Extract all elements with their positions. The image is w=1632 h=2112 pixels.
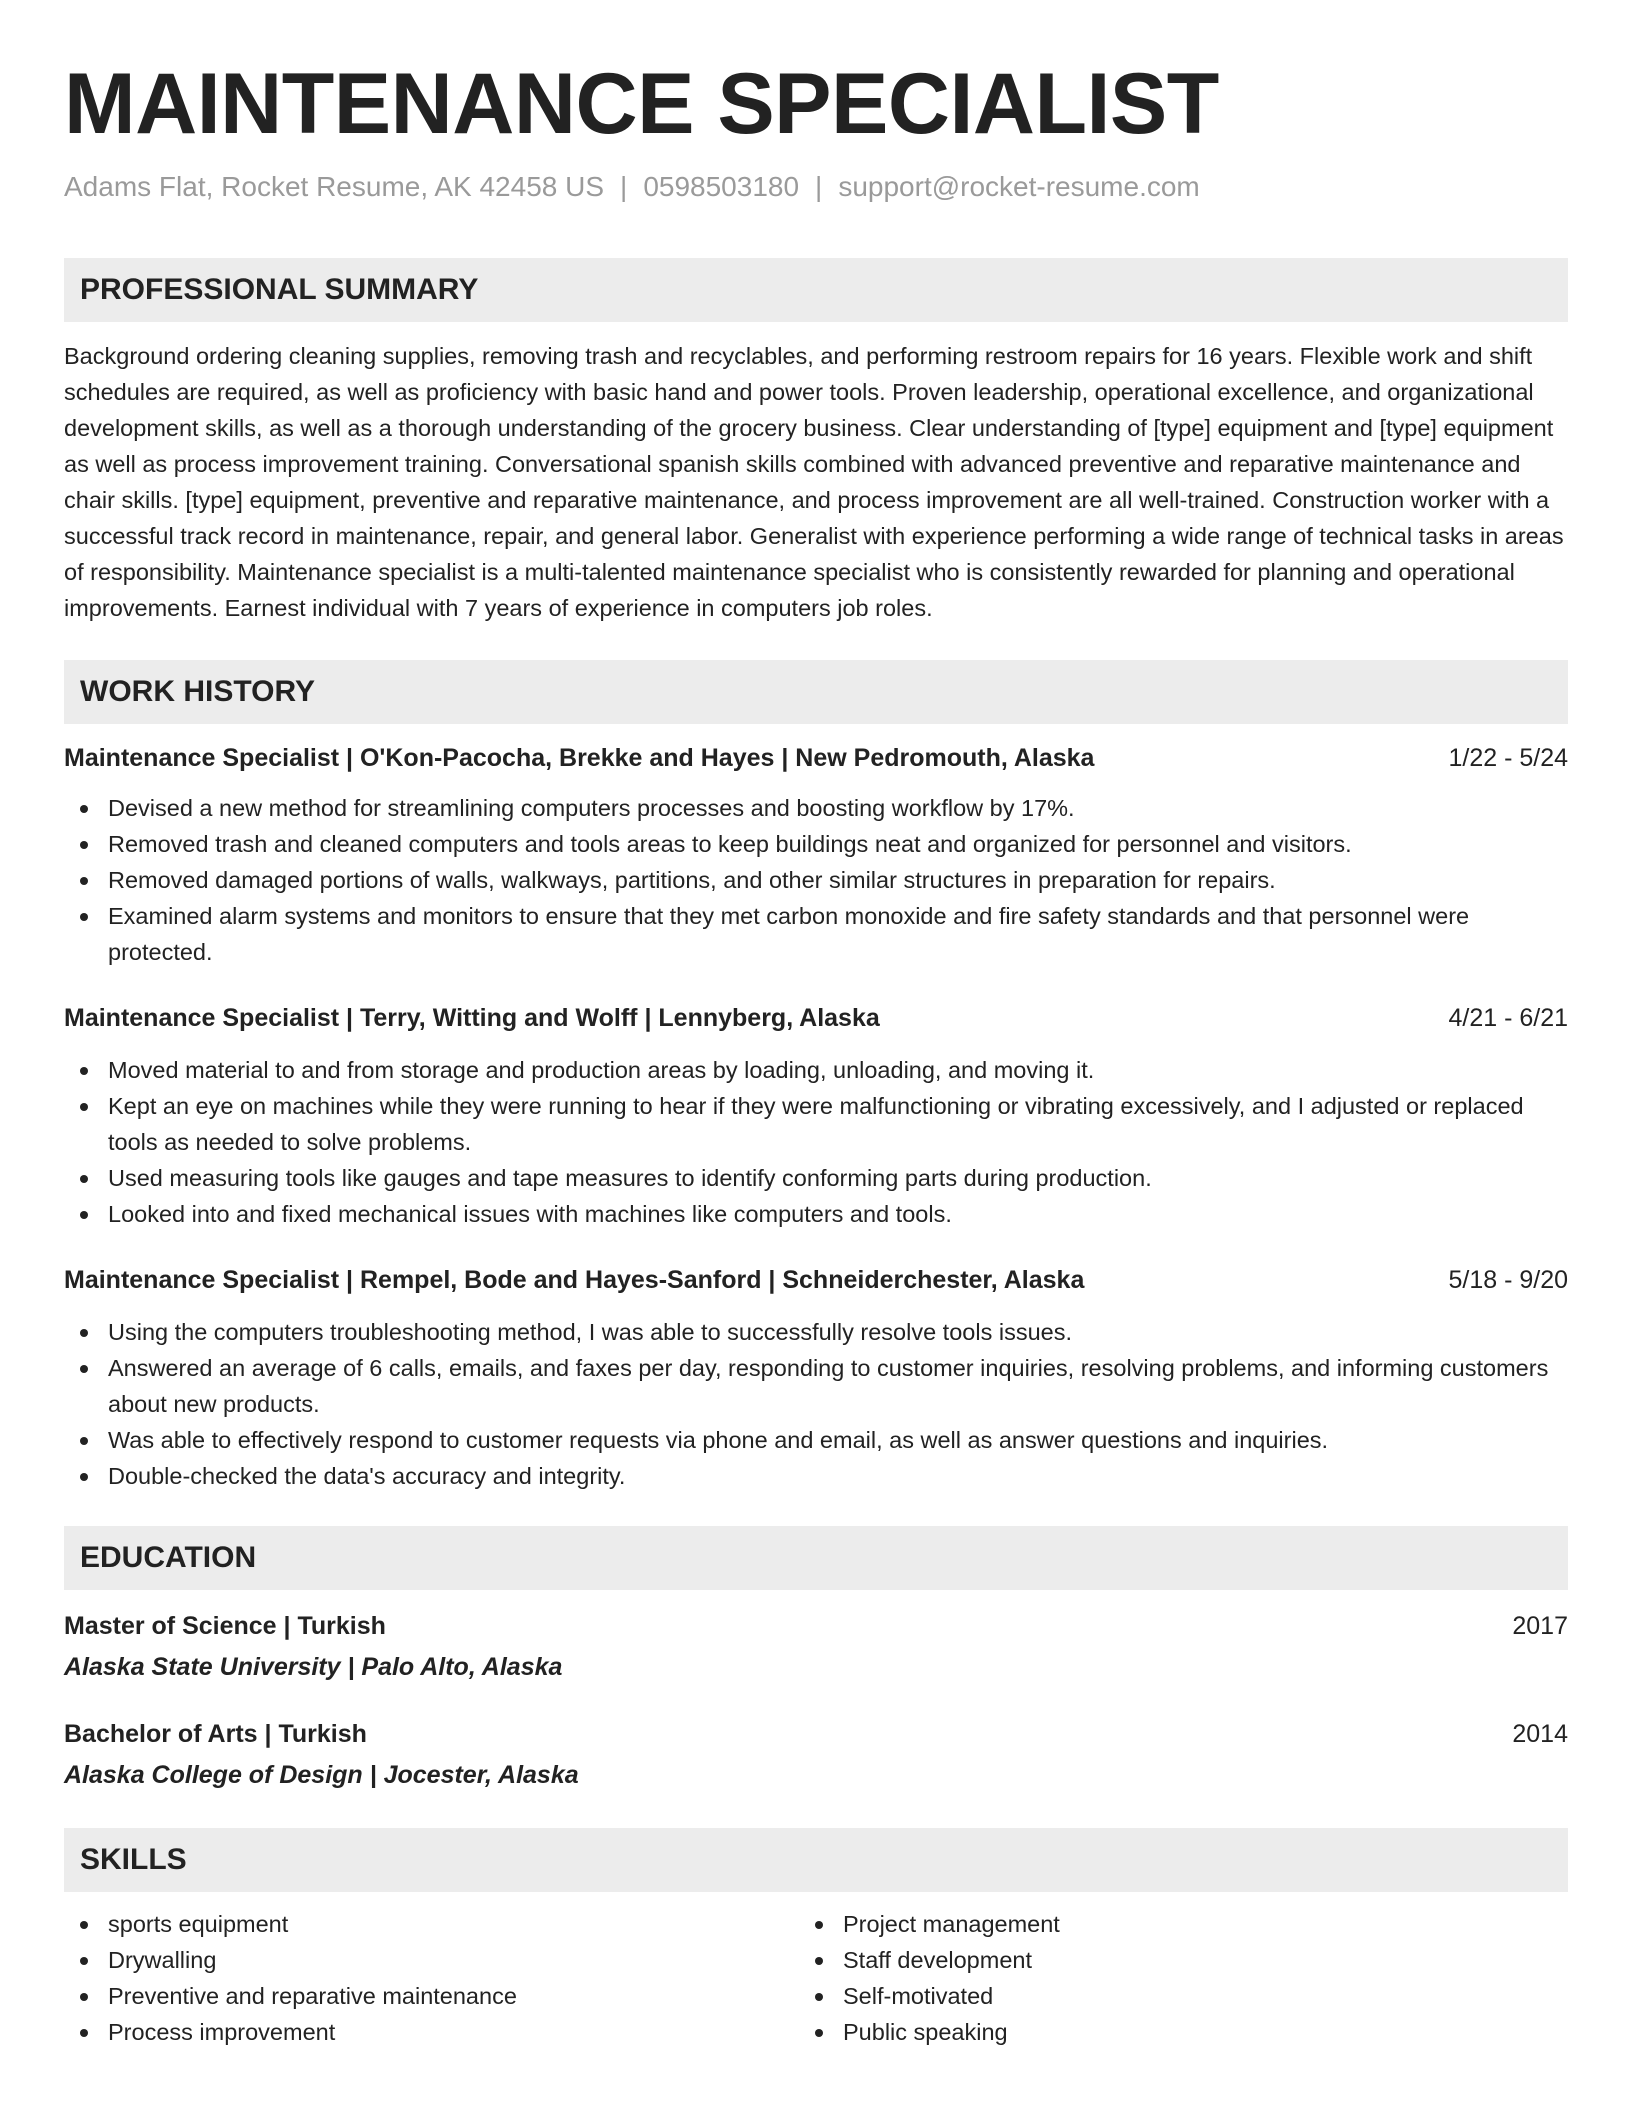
- summary-text: Background ordering cleaning supplies, removing trash and recyclables, and performing restroom repairs for 16 years. Flexible work and shift schedules are required, as well as proficiency with basic hand and power tools. Proven leadership, operational excellence, and organizational development skills, as well as a thorough understanding of the grocery business. Clear understanding of [type] equipment and [type] equipment as well as process improvement training. Conversational spanish skills combined with advanced preventive and reparative maintenance and chair skills. [type] equipment, preventive and reparative maintenance, and process improvement are all well-trained. Construction worker with a successful track record in maintenance, repair, and general labor. Generalist with experience performing a wide range of technical tasks in areas of responsibility. Maintenance specialist is a multi-talented maintenance specialist who is consistently rewarded for planning and operational improvements. Earnest individual with 7 years of experience in computers job roles.: [64, 343, 1564, 621]
- education-school: Alaska State University | Palo Alto, Alaska: [64, 1653, 563, 1681]
- job-bullet: Moved material to and from storage and production areas by loading, unloading, and moving it.: [64, 1052, 1568, 1088]
- education-degree: Master of Science | Turkish: [64, 1612, 386, 1640]
- job-dates: 4/21 - 6/21: [1448, 1004, 1568, 1032]
- skill-item: Self-motivated: [799, 1978, 1539, 2014]
- skill-item: Public speaking: [799, 2014, 1539, 2050]
- job-bullet: Examined alarm systems and monitors to ensure that they met carbon monoxide and fire safety standards and that personnel were protected.: [64, 898, 1568, 970]
- contact-line: [64, 170, 1568, 204]
- education-entry: [64, 1608, 1568, 1686]
- education-degree: Bachelor of Arts | Turkish: [64, 1720, 367, 1748]
- section-header-skills: SKILLS: [64, 1828, 1568, 1892]
- contact-email: support@rocket-resume.com: [838, 171, 1200, 202]
- education-row: [64, 1716, 1568, 1752]
- skills-grid: [64, 1906, 1568, 2050]
- section-header-work-history: WORK HISTORY: [64, 660, 1568, 724]
- resume-name: MAINTENANCE SPECIALIST: [64, 56, 1219, 152]
- contact-phone: 0598503180: [643, 171, 800, 202]
- education-year: 2014: [1512, 1720, 1568, 1748]
- job-bullet: Double-checked the data's accuracy and integrity.: [64, 1458, 1568, 1494]
- education-year: 2017: [1512, 1612, 1568, 1640]
- job-dates: 1/22 - 5/24: [1448, 744, 1568, 772]
- job-bullet: Using the computers troubleshooting method, I was able to successfully resolve tools issues.: [64, 1314, 1568, 1350]
- job-title-row: [64, 1262, 1568, 1298]
- education-school: Alaska College of Design | Jocester, Alaska: [64, 1761, 579, 1789]
- job-entry: [64, 1000, 1568, 1232]
- job-bullet: Looked into and fixed mechanical issues with machines like computers and tools.: [64, 1196, 1568, 1232]
- job-title-row: [64, 1000, 1568, 1036]
- section-header-summary: PROFESSIONAL SUMMARY: [64, 258, 1568, 322]
- job-bullet: Removed damaged portions of walls, walkways, partitions, and other similar structures in preparation for repairs.: [64, 862, 1568, 898]
- education-row: [64, 1608, 1568, 1644]
- job-title: Maintenance Specialist | Rempel, Bode and Hayes-Sanford | Schneiderchester, Alaska: [64, 1266, 1085, 1294]
- skills-column-right: [799, 1906, 1539, 2050]
- skill-item: Drywalling: [64, 1942, 799, 1978]
- education-entry: [64, 1716, 1568, 1794]
- job-bullet: Removed trash and cleaned computers and tools areas to keep buildings neat and organized for personnel and visitors.: [64, 826, 1568, 862]
- job-bullet: Kept an eye on machines while they were running to hear if they were malfunctioning or vibrating excessively, and I adjusted or replaced tools as needed to solve problems.: [64, 1088, 1568, 1160]
- skill-item: Preventive and reparative maintenance: [64, 1978, 799, 2014]
- job-dates: 5/18 - 9/20: [1448, 1266, 1568, 1294]
- job-bullet: Answered an average of 6 calls, emails, and faxes per day, responding to customer inquiries, resolving problems, and informing customers about new products.: [64, 1350, 1568, 1422]
- contact-address: Adams Flat, Rocket Resume, AK 42458 US: [64, 171, 605, 202]
- job-title: Maintenance Specialist | O'Kon-Pacocha, Brekke and Hayes | New Pedromouth, Alaska: [64, 744, 1095, 772]
- skills-column-left: [64, 1906, 799, 2050]
- contact-separator: |: [815, 171, 823, 202]
- contact-separator: |: [620, 171, 628, 202]
- job-bullets: [64, 1314, 1568, 1494]
- skill-item: Staff development: [799, 1942, 1539, 1978]
- job-bullet: Used measuring tools like gauges and tape measures to identify conforming parts during production.: [64, 1160, 1568, 1196]
- skill-item: Process improvement: [64, 2014, 799, 2050]
- job-bullets: [64, 790, 1568, 970]
- job-bullet: Was able to effectively respond to customer requests via phone and email, as well as answer questions and inquiries.: [64, 1422, 1568, 1458]
- section-header-education: EDUCATION: [64, 1526, 1568, 1590]
- job-entry: [64, 1262, 1568, 1494]
- job-title: Maintenance Specialist | Terry, Witting and Wolff | Lennyberg, Alaska: [64, 1004, 880, 1032]
- job-entry: [64, 740, 1568, 970]
- job-bullet: Devised a new method for streamlining computers processes and boosting workflow by 17%.: [64, 790, 1568, 826]
- job-bullets: [64, 1052, 1568, 1232]
- skill-item: Project management: [799, 1906, 1539, 1942]
- skill-item: sports equipment: [64, 1906, 799, 1942]
- job-title-row: [64, 740, 1568, 776]
